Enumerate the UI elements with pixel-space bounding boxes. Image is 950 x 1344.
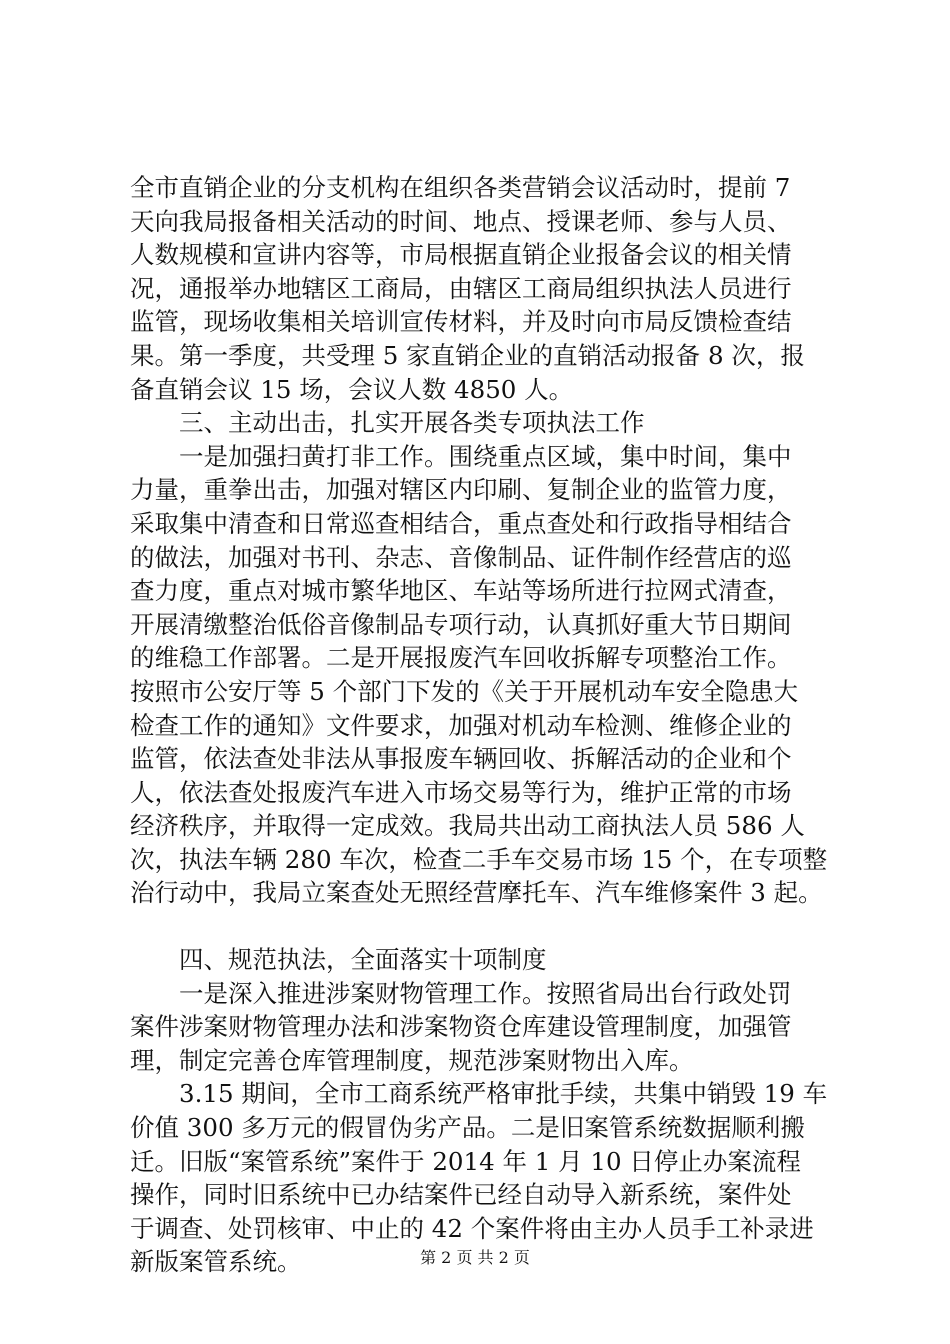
paragraph-gap	[130, 910, 850, 943]
text-line: 监管，依法查处非法从事报废车辆回收、拆解活动的企业和个	[130, 744, 792, 774]
text-line: 一是深入推进涉案财物管理工作。按照省局出台行政处罚	[179, 978, 792, 1008]
text-line: 操作，同时旧系统中已办结案件已经自动导入新系统，案件处	[130, 1180, 792, 1210]
text-line: 于调查、处罚核审、中止的 42 个案件将由主办人员手工补录进	[130, 1213, 814, 1243]
text-line: 人数规模和宣讲内容等，市局根据直销企业报备会议的相关情	[130, 240, 792, 270]
page-footer: 第 2 页 共 2 页	[420, 1248, 530, 1267]
text-line: 的做法，加强对书刊、杂志、音像制品、证件制作经营店的巡	[130, 542, 792, 572]
paragraph	[130, 440, 850, 910]
text-line: 案件涉案财物管理办法和涉案物资仓库建设管理制度，加强管	[130, 1012, 792, 1042]
text-line: 天向我局报备相关活动的时间、地点、授课老师、参与人员、	[130, 206, 792, 236]
paragraph	[130, 943, 850, 977]
paragraph	[130, 171, 850, 406]
document-body	[130, 171, 850, 1279]
text-line: 查力度，重点对城市繁华地区、车站等场所进行拉网式清查，	[130, 576, 792, 606]
paragraph	[130, 977, 850, 1078]
text-line: 迁。旧版“案管系统”案件于 2014 年 1 月 10 日停止办案流程	[130, 1146, 801, 1176]
text-line: 人，依法查处报废汽车进入市场交易等行为，维护正常的市场	[130, 777, 792, 807]
text-line: 治行动中，我局立案查处无照经营摩托车、汽车维修案件 3 起。	[130, 878, 823, 908]
text-line: 经济秩序，并取得一定成效。我局共出动工商执法人员 586 人	[130, 811, 805, 841]
text-line: 3.15 期间，全市工商系统严格审批手续，共集中销毁 19 车	[179, 1079, 828, 1109]
text-line: 果。第一季度，共受理 5 家直销企业的直销活动报备 8 次，报	[130, 340, 805, 370]
text-line: 价值 300 多万元的假冒伪劣产品。二是旧案管系统数据顺利搬	[130, 1113, 805, 1143]
text-line: 全市直销企业的分支机构在组织各类营销会议活动时，提前 7	[130, 173, 791, 202]
text-line: 的维稳工作部署。二是开展报废汽车回收拆解专项整治工作。	[130, 643, 792, 673]
text-line: 三、主动出击，扎实开展各类专项执法工作	[179, 408, 645, 438]
paragraph	[130, 406, 850, 440]
text-line: 一是加强扫黄打非工作。围绕重点区域，集中时间，集中	[179, 441, 792, 471]
text-line: 按照市公安厅等 5 个部门下发的《关于开展机动车安全隐患大	[130, 676, 799, 706]
text-line: 理，制定完善仓库管理制度，规范涉案财物出入库。	[130, 1045, 694, 1075]
text-line: 新版案管系统。	[130, 1247, 302, 1277]
text-line: 力量，重拳出击，加强对辖区内印刷、复制企业的监管力度，	[130, 475, 792, 505]
text-line: 检查工作的通知》文件要求，加强对机动车检测、维修企业的	[130, 710, 792, 740]
text-line: 采取集中清查和日常巡查相结合，重点查处和行政指导相结合	[130, 508, 792, 538]
text-line: 备直销会议 15 场，会议人数 4850 人。	[130, 374, 574, 404]
text-line: 况，通报举办地辖区工商局，由辖区工商局组织执法人员进行	[130, 273, 792, 303]
text-line: 监管，现场收集相关培训宣传材料，并及时向市局反馈检查结	[130, 307, 792, 337]
text-line: 四、规范执法，全面落实十项制度	[179, 945, 547, 975]
text-line: 次，执法车辆 280 车次，检查二手车交易市场 15 个，在专项整	[130, 844, 828, 874]
text-line: 开展清缴整治低俗音像制品专项行动，认真抓好重大节日期间	[130, 609, 792, 639]
